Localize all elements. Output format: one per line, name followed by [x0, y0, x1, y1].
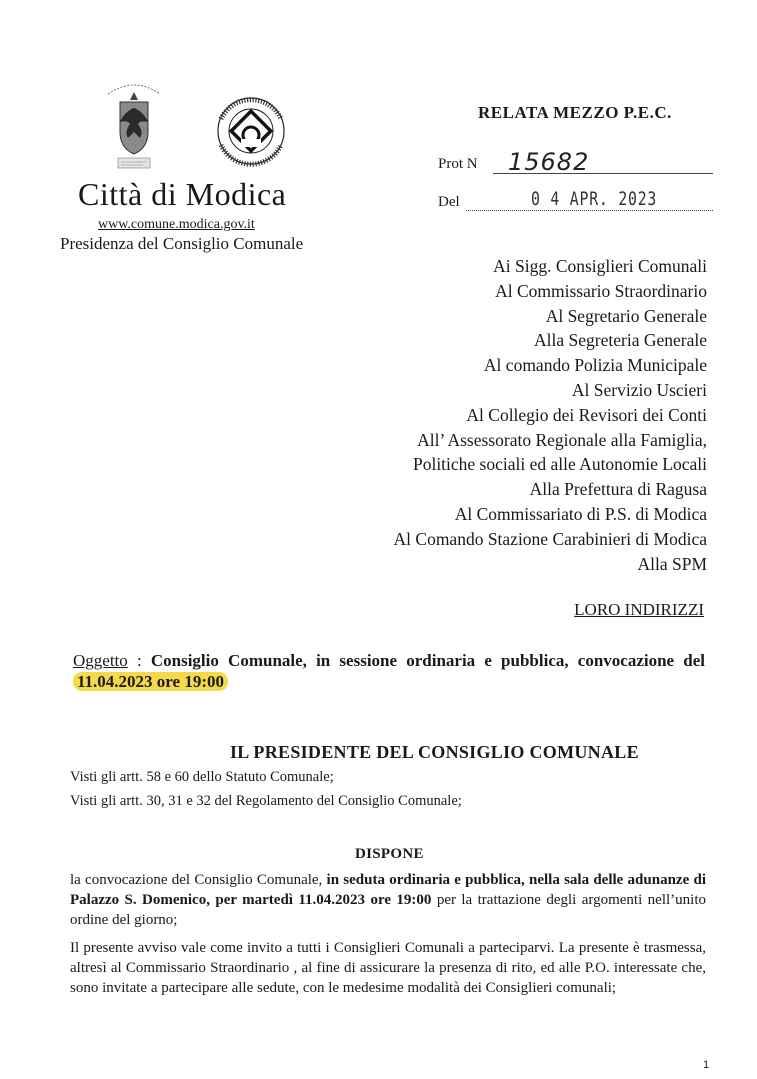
- date-label: Del: [438, 194, 460, 210]
- recipient-line: Al Servizio Uscieri: [571, 379, 707, 400]
- convocation-tail: per la trattazione degli argomenti nell’unito ordine del giorno;: [70, 892, 706, 928]
- page-number: 1: [703, 1059, 710, 1071]
- visti-line: Visti gli artt. 58 e 60 dello Statuto Comunale;: [70, 769, 334, 785]
- world-heritage-emblem: [205, 95, 297, 167]
- recipient-line: All’ Assessorato Regionale alla Famiglia,: [417, 429, 707, 450]
- recipient-line: Alla Segreteria Generale: [534, 330, 707, 351]
- recipient-line: Al Comando Stazione Carabinieri di Modica: [393, 528, 707, 549]
- convocation-paragraph: [70, 870, 706, 930]
- subject-label: Oggetto: [73, 651, 128, 670]
- subject-separator: :: [127, 651, 151, 670]
- relata-title: RELATA MEZZO P.E.C.: [478, 103, 672, 122]
- visti-line: Visti gli artt. 30, 31 e 32 del Regolamento del Consiglio Comunale;: [70, 793, 462, 809]
- recipients-list: [394, 254, 707, 576]
- president-heading: IL PRESIDENTE DEL CONSIGLIO COMUNALE: [230, 742, 639, 762]
- invitation-paragraph: Il presente avviso vale come invito a tutti i Consiglieri Comunali a parteciparvi. La presente è trasmessa, altresì al Commissario Straordinario , al fine di assicurare la presenza di rito, ed alle P.O. interessate che, sono invitate a partecipare alle sedute, con le medesime modalità dei Consiglieri comunali;: [70, 940, 706, 996]
- dispone-heading: DISPONE: [355, 846, 424, 862]
- recipient-line: Politiche sociali ed alle Autonomie Locali: [412, 454, 707, 475]
- office-name: Presidenza del Consiglio Comunale: [60, 234, 304, 253]
- subject-block: [73, 650, 705, 692]
- city-website-link[interactable]: www.comune.modica.gov.it: [98, 217, 255, 232]
- convocation-bold: in seduta ordinaria e pubblica, nella sala delle adunanze di Palazzo S. Domenico, per martedì 11.04.2023 ore 19:00: [70, 872, 706, 908]
- recipient-line: Al comando Polizia Municipale: [483, 355, 707, 376]
- recipient-line: Ai Sigg. Consiglieri Comunali: [493, 256, 707, 276]
- subject-text: Consiglio Comunale, in sessione ordinaria e pubblica, convocazione del: [150, 651, 705, 670]
- protocol-number-row: [438, 148, 713, 178]
- date-stamp: 0 4 APR. 2023: [531, 188, 658, 210]
- date-row: [438, 190, 713, 216]
- recipient-line: Alla Prefettura di Ragusa: [529, 479, 707, 500]
- recipient-line: Alla SPM: [637, 553, 707, 574]
- recipient-line: Al Collegio dei Revisori dei Conti: [466, 404, 707, 425]
- convocation-lead: la convocazione del Consiglio Comunale,: [70, 872, 327, 888]
- recipient-line: Al Commissario Straordinario: [495, 280, 707, 301]
- loro-indirizzi: LORO INDIRIZZI: [574, 600, 704, 619]
- recipient-line: Al Commissariato di P.S. di Modica: [454, 503, 707, 524]
- subject-highlighted-datetime: 11.04.2023 ore 19:00: [73, 672, 228, 691]
- protocol-label: Prot N: [438, 156, 478, 172]
- protocol-number-handwritten: 15682: [508, 148, 590, 176]
- city-crest-logo: [98, 78, 170, 176]
- date-underline: [466, 210, 713, 211]
- city-name: Città di Modica: [78, 176, 287, 212]
- recipient-line: Al Segretario Generale: [545, 305, 707, 326]
